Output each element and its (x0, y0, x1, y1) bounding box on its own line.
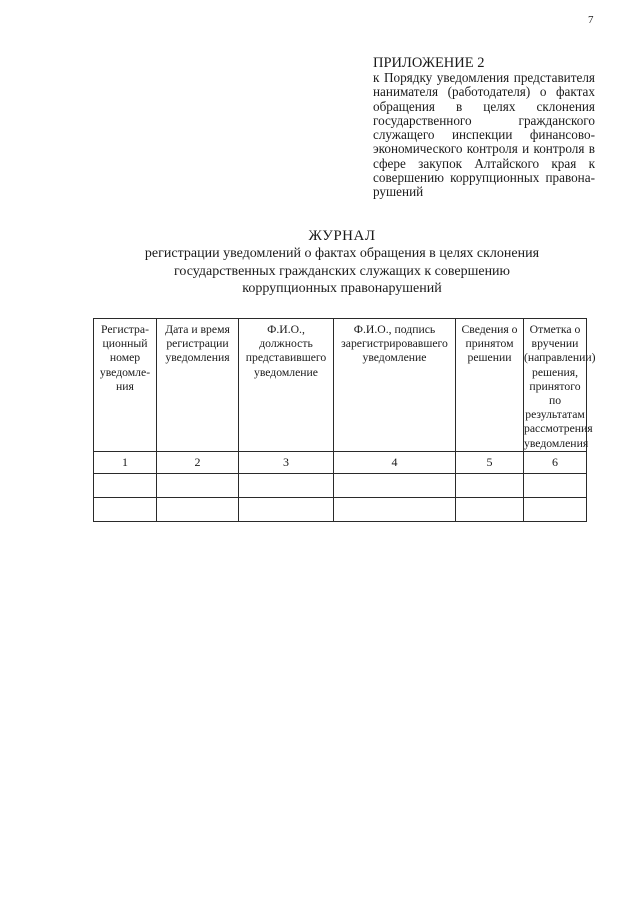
journal-heading (92, 228, 592, 298)
column-number: 3 (239, 451, 334, 473)
column-number: 1 (94, 451, 157, 473)
appendix-title: ПРИЛОЖЕНИЕ 2 (373, 55, 485, 71)
column-header-delivery-mark: Отметка о вручении (направлении) решения, принятого по результатам рассмотрения уведомления (524, 319, 587, 452)
column-number: 6 (524, 451, 587, 473)
table-row (94, 497, 587, 521)
column-number: 2 (157, 451, 239, 473)
column-header-registration-number: Регистра-ционный номер уведомле-ния (94, 319, 157, 452)
appendix-text: к Порядку уведомления представителя нанимателя (работодателя) о фактах обращения в целях склонения государственного гражданского служащего инспекции финансово-экономического контроля и контроля в сфере закупок Алтайского края к совершению коррупционных правонарушений (373, 70, 595, 200)
table-cell (94, 497, 157, 521)
appendix-block (373, 56, 595, 200)
column-header-decision: Сведения о принятом решении (456, 319, 524, 452)
journal-subtitle-line: государственных гражданских служащих к совершению (173, 263, 511, 279)
journal-subtitle-line: коррупционных правонарушений (242, 281, 442, 296)
table-cell (157, 497, 239, 521)
table-cell (239, 473, 334, 497)
column-header-submitter: Ф.И.О., должность представившего уведомление (239, 319, 334, 452)
table-row (94, 473, 587, 497)
table-cell (334, 497, 456, 521)
table-cell (94, 473, 157, 497)
column-number-row (94, 451, 587, 473)
column-header-registration-date: Дата и время регистрации уведомления (157, 319, 239, 452)
registration-journal-table (93, 318, 596, 522)
journal-title: ЖУРНАЛ (308, 228, 376, 244)
journal-subtitle-line: регистрации уведомлений о фактах обращения в целях склонения (144, 246, 540, 261)
table-cell (157, 473, 239, 497)
page-number: 7 (588, 14, 594, 26)
table-cell (524, 497, 587, 521)
column-number: 4 (334, 451, 456, 473)
table-cell (456, 473, 524, 497)
table-cell (524, 473, 587, 497)
column-header-registrar: Ф.И.О., подпись зарегистрировавшего уведомление (334, 319, 456, 452)
table-header-row (94, 319, 587, 452)
table-cell (239, 497, 334, 521)
table-cell (456, 497, 524, 521)
column-number: 5 (456, 451, 524, 473)
table-cell (334, 473, 456, 497)
